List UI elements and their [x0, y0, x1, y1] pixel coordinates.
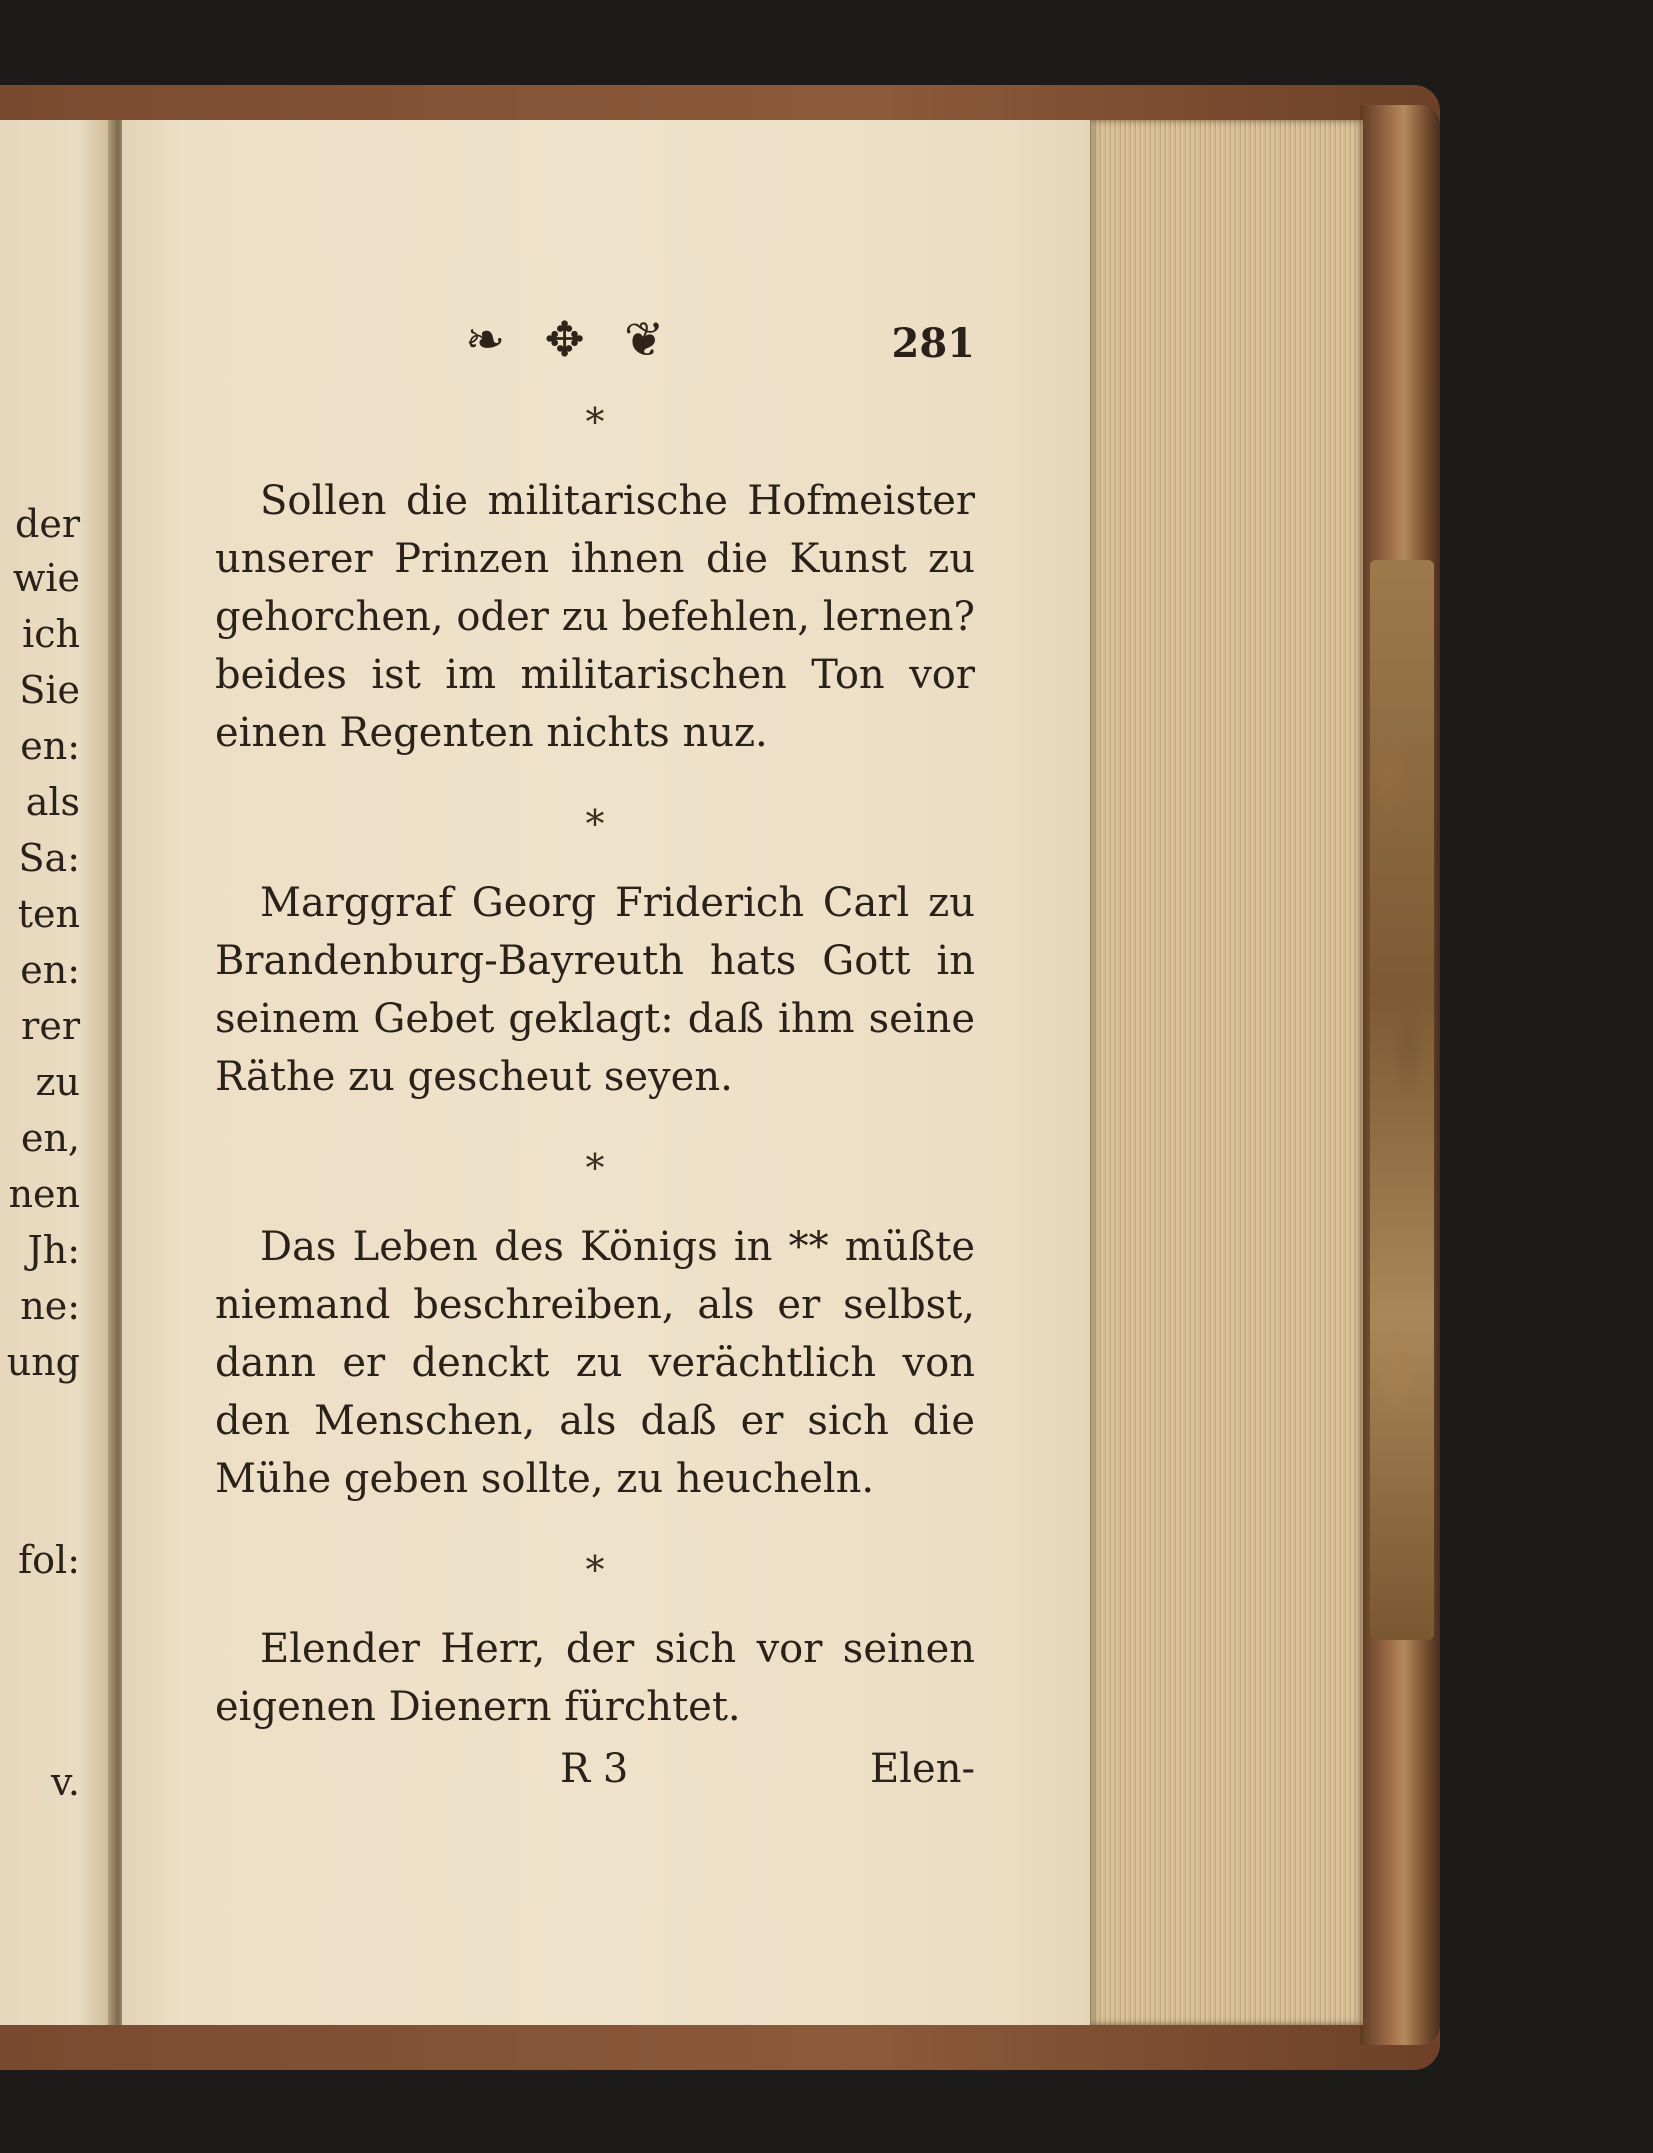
- left-fragment: ten: [17, 892, 80, 936]
- page-footer: [215, 1746, 975, 1806]
- paragraph: Marggraf Georg Friderich Carl zu Brandenburg-Bayreuth hats Gott in seinem Gebet geklagt: daß ihm seine Räthe zu gescheut seyen.: [215, 880, 975, 1100]
- paragraph: Elender Herr, der sich vor seinen eigenen Dienern fürchtet.: [215, 1626, 975, 1730]
- left-fragment: als: [25, 780, 80, 824]
- section-separator: *: [585, 1146, 605, 1190]
- page-fore-edge: [1088, 120, 1363, 2025]
- left-fragment: ne:: [20, 1284, 80, 1328]
- left-fragment: nen: [8, 1172, 80, 1216]
- left-fragment: wie: [12, 556, 80, 600]
- header-ornament: ❧ ✥ ❦: [465, 312, 677, 368]
- left-fragment: v.: [50, 1760, 80, 1804]
- marbled-board: [1370, 560, 1434, 1640]
- page-text: [215, 300, 975, 1806]
- left-fragment: zu: [35, 1060, 80, 1104]
- section-separator: *: [585, 802, 605, 846]
- section-separator: *: [585, 400, 605, 444]
- catchword: Elen-: [870, 1746, 975, 1792]
- section-separator: *: [585, 1548, 605, 1592]
- page-header: [215, 300, 975, 380]
- left-page: [0, 120, 112, 2025]
- left-fragment: ich: [22, 612, 80, 656]
- left-fragment: en:: [20, 948, 80, 992]
- left-fragment: Sie: [19, 668, 80, 712]
- left-fragment: der: [15, 502, 80, 546]
- left-fragment: en,: [20, 1116, 80, 1160]
- left-fragment: ung: [6, 1340, 80, 1384]
- left-fragment: Sa:: [18, 836, 80, 880]
- left-fragment: Jh:: [27, 1228, 80, 1272]
- left-fragment: rer: [21, 1004, 80, 1048]
- signature-mark: R 3: [560, 1746, 629, 1792]
- paragraph: Sollen die militarische Hofmeister unserer Prinzen ihnen die Kunst zu gehorchen, oder zu befehlen, lernen? beides ist im militarischen Ton vor einen Regenten nichts nuz.: [215, 478, 975, 756]
- left-fragment: fol:: [18, 1538, 80, 1582]
- page-number: 281: [891, 320, 975, 367]
- paragraph: Das Leben des Königs in ** müßte niemand beschreiben, als er selbst, dann er denckt zu verächtlich von den Menschen, als daß er sich die Mühe geben sollte, zu heucheln.: [215, 1224, 975, 1502]
- left-fragment: en:: [20, 724, 80, 768]
